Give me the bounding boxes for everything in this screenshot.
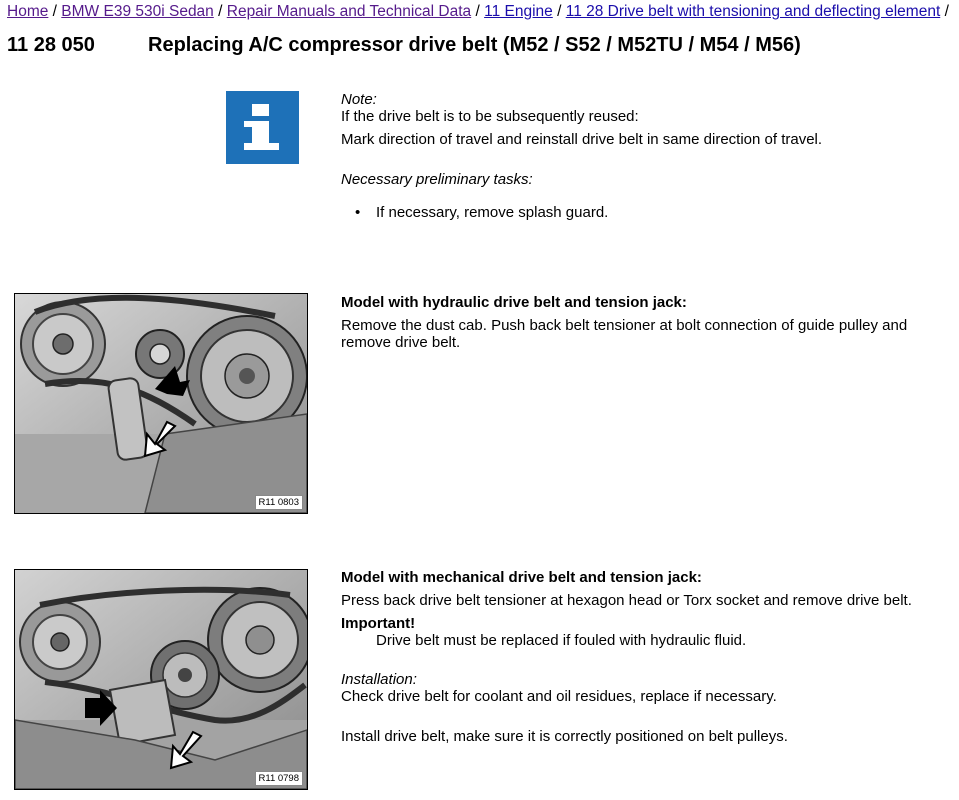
repair-code: 11 28 050 [7,34,95,56]
step1-text: Remove the dust cab. Push back belt tensioner at bolt connection of guide pulley and remove drive belt. [341,317,908,351]
breadcrumb-separator: / [218,3,227,20]
note-heading: Note: [341,91,377,108]
page-title [7,33,801,57]
page-heading: Replacing A/C compressor drive belt (M52 / S52 / M52TU / M54 / M56) [148,34,801,56]
breadcrumb-link-repair-manuals[interactable]: Repair Manuals and Technical Data [226,3,472,20]
breadcrumb-separator: / [475,3,485,20]
step2-heading: Model with mechanical drive belt and tension jack: [341,569,702,586]
breadcrumb-link-home[interactable]: Home [7,3,49,20]
breadcrumb-link-engine[interactable]: 11 Engine [484,3,553,20]
preliminary-heading: Necessary preliminary tasks: [341,171,533,188]
installation-text-1: Check drive belt for coolant and oil residues, replace if necessary. [341,688,777,705]
step1-heading: Model with hydraulic drive belt and tension jack: [341,294,687,311]
breadcrumb-separator: / [52,3,62,20]
figure-hydraulic-tensioner [14,293,308,514]
preliminary-item: If necessary, remove splash guard. [376,204,609,221]
list-item [355,204,608,221]
figure-label: R11 0803 [255,495,304,510]
important-heading: Important! [341,615,416,632]
note-line-2: Mark direction of travel and reinstall drive belt in same direction of travel. [341,131,823,148]
important-text: Drive belt must be replaced if fouled with hydraulic fluid. [376,632,747,649]
breadcrumb-link-model[interactable]: BMW E39 530i Sedan [61,3,214,20]
figure-mechanical-tensioner [14,569,308,790]
breadcrumb-link-drive-belt[interactable]: 11 28 Drive belt with tensioning and deflecting element [565,3,941,20]
note-line-1: If the drive belt is to be subsequently reused: [341,108,639,125]
installation-text-2: Install drive belt, make sure it is correctly positioned on belt pulleys. [341,728,788,745]
breadcrumb [7,3,957,21]
info-icon [226,91,299,164]
breadcrumb-separator: / [557,3,566,20]
figure-label: R11 0798 [255,771,304,786]
installation-heading: Installation: [341,671,417,688]
step2-text: Press back drive belt tensioner at hexagon head or Torx socket and remove drive belt. [341,592,912,609]
breadcrumb-separator: / [944,3,949,20]
bullet-icon: • [355,204,361,221]
